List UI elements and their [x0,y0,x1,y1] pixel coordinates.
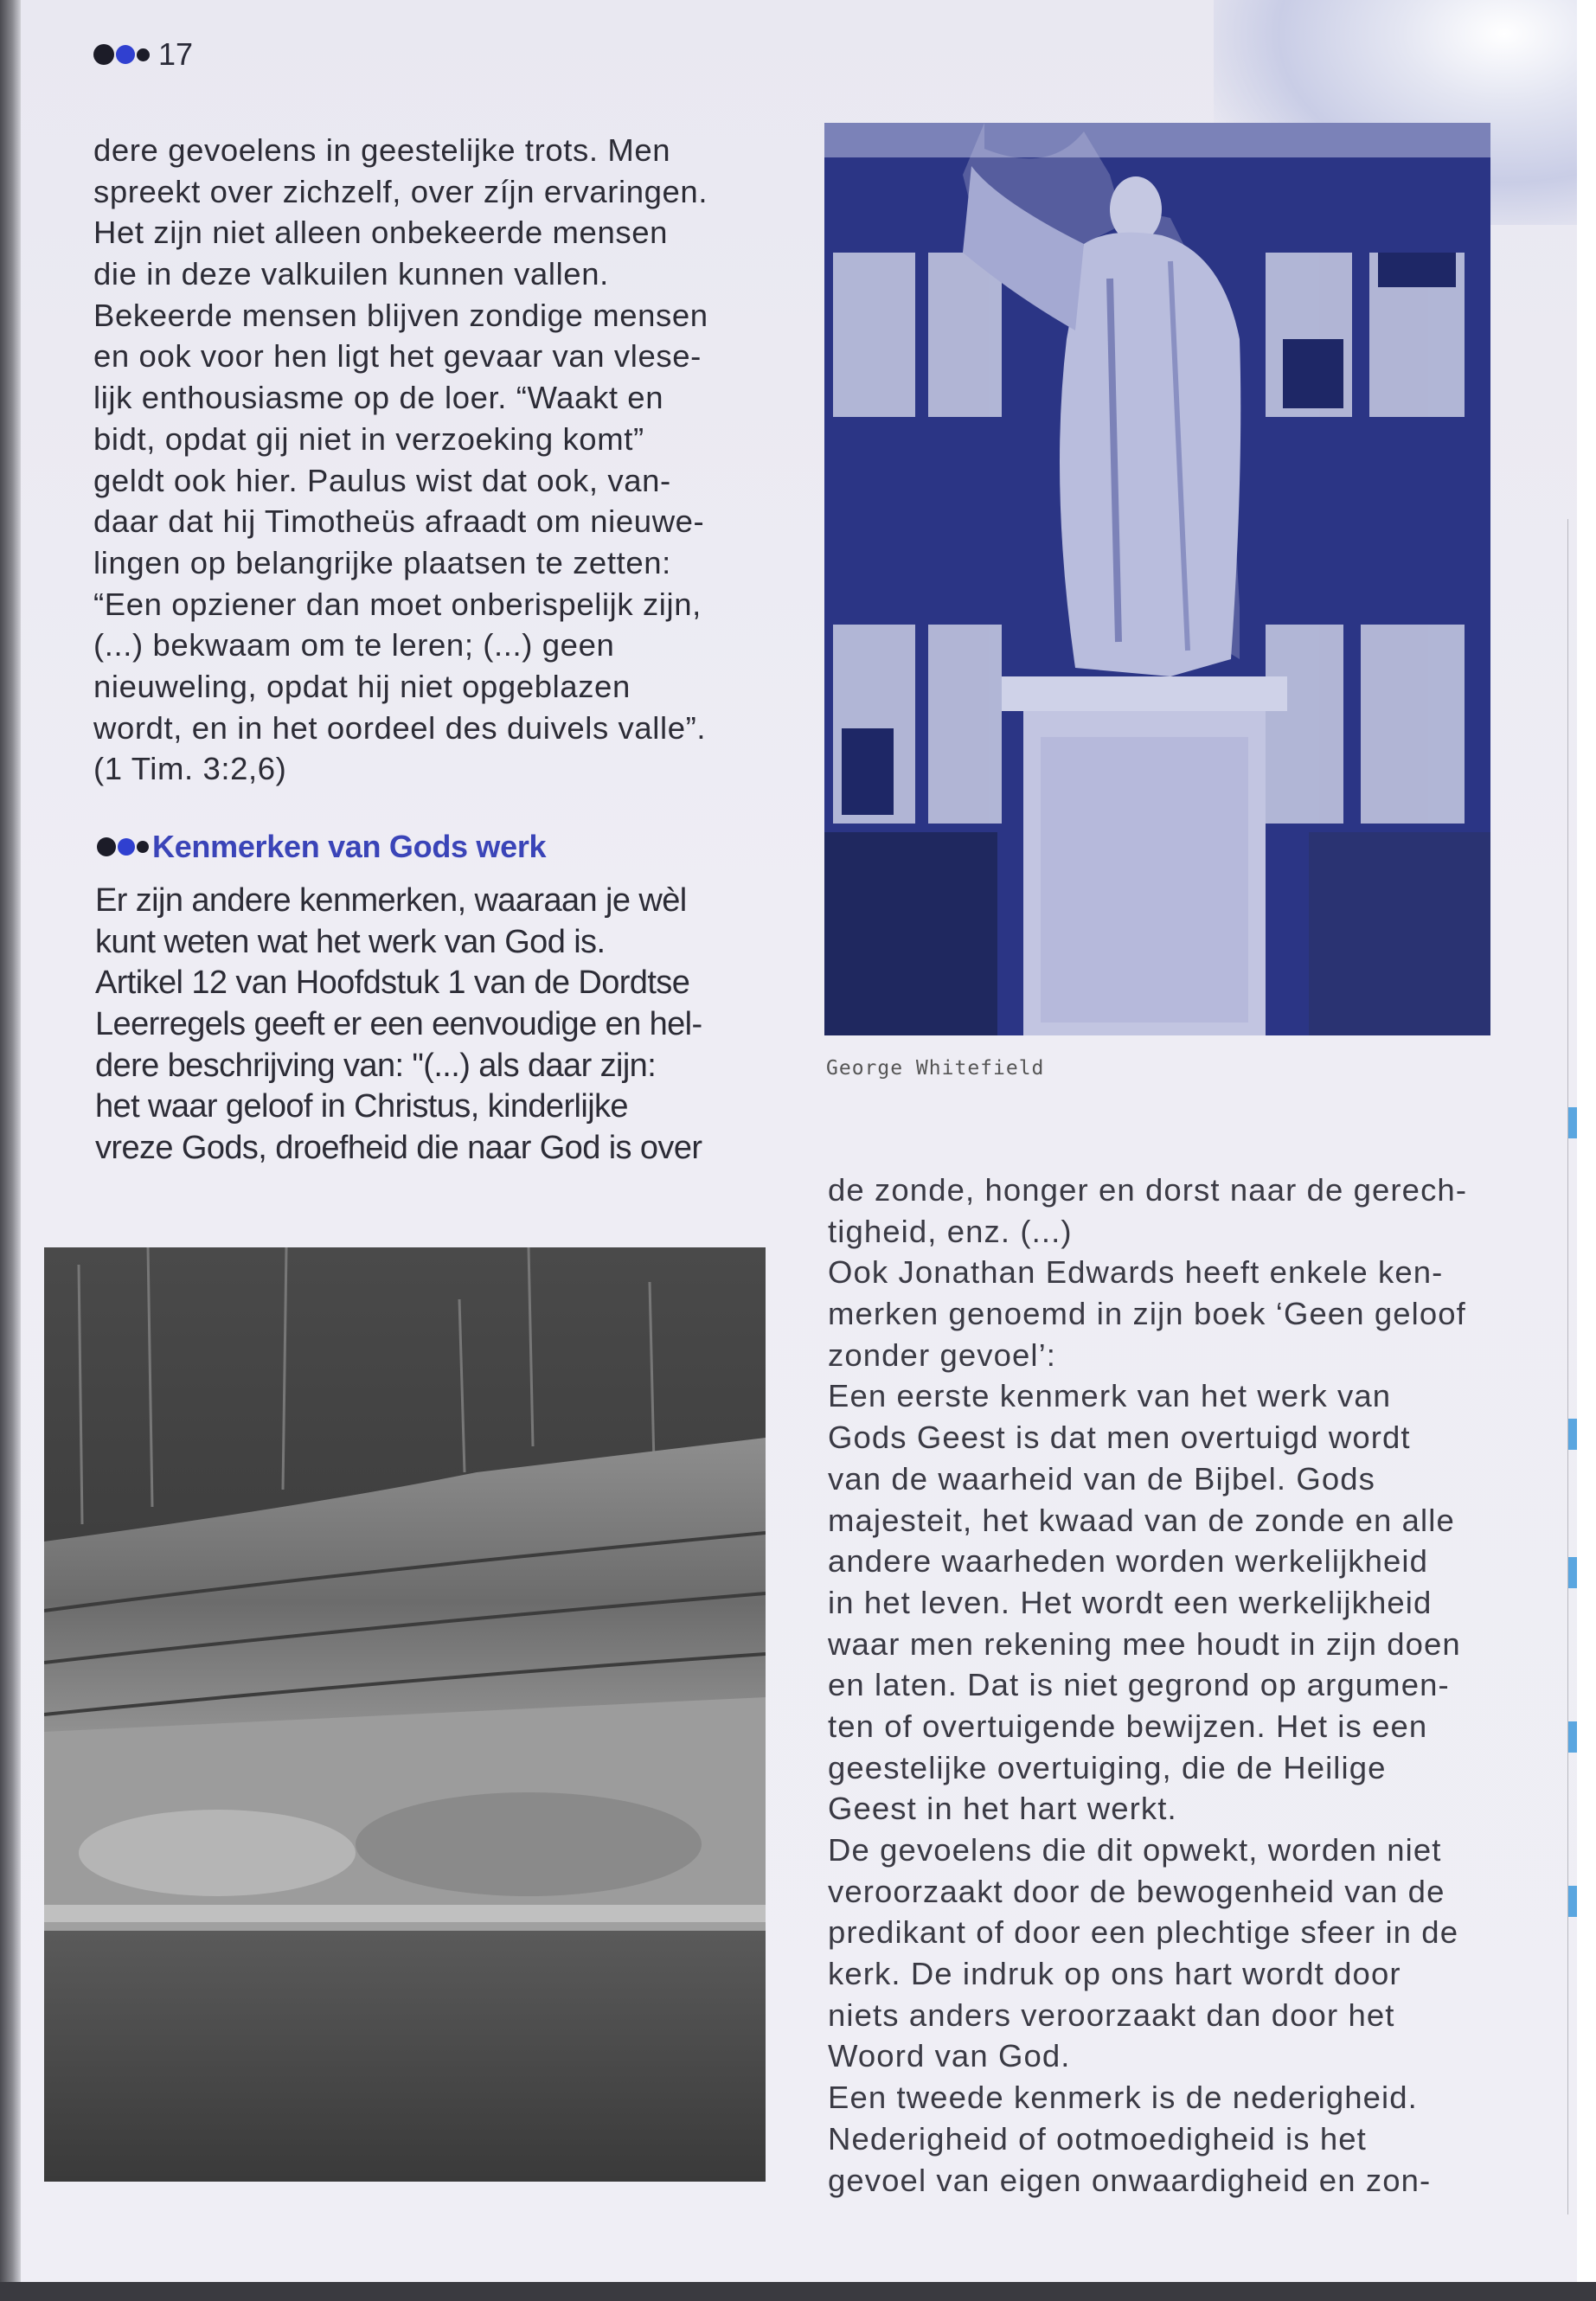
text-line: kunt weten wat het werk van God is. [95,923,606,960]
george-whitefield-statue-photo [824,123,1490,1035]
text-line: de zonde, honger en dorst naar de gerech- [828,1172,1468,1208]
text-line: dere gevoelens in geestelijke trots. Men [93,132,671,168]
text-line: en ook voor hen ligt het gevaar van vlese- [93,338,702,375]
next-page-tab-mark [1568,1107,1577,1138]
text-line: lijk enthousiasme op de loer. “Waakt en [93,380,664,416]
bullet-dots-icon [97,837,149,856]
text-line: majesteit, het kwaad van de zonde en alle [828,1502,1455,1538]
next-page-tab-mark [1568,1886,1577,1917]
text-line: Woord van God. [828,2038,1071,2074]
text-line: wordt, en in het oordeel des duivels valle”. [93,709,707,746]
text-line: gevoel van eigen onwaardigheid en zon- [828,2162,1432,2198]
text-line: Het zijn niet alleen onbekeerde mensen [93,215,668,251]
next-page-tab-mark [1568,1419,1577,1450]
text-line: waar men rekening mee houdt in zijn doen [828,1625,1461,1662]
text-line: het waar geloof in Christus, kinderlijke [95,1088,628,1125]
text-line: (1 Tim. 3:2,6) [93,751,287,787]
text-line: in het leven. Het wordt een werkelijkheid [828,1584,1433,1620]
text-line: geestelijke overtuiging, die de Heilige [828,1749,1387,1785]
text-line: vreze Gods, droefheid die naar God is over [95,1130,702,1167]
text-line: bidt, opdat gij niet in verzoeking komt” [93,420,644,457]
text-line: veroorzaakt door de bewogenheid van de [828,1873,1445,1909]
page-number-header [93,36,193,73]
text-line: ten of overtuigende bewijzen. Het is een [828,1708,1428,1744]
text-line: dere beschrijving van: "(...) als daar zijn: [95,1047,657,1084]
text-line: nieuweling, opdat hij niet opgeblazen [93,668,631,704]
text-line: Geest in het hart werkt. [828,1791,1177,1827]
next-page-tab-mark [1568,1721,1577,1753]
text-line: Artikel 12 van Hoofdstuk 1 van de Dordtse [95,965,690,1002]
text-line: zonder gevoel’: [828,1336,1057,1373]
page-number: 17 [158,36,194,72]
text-line: Een tweede kenmerk is de nederigheid. [828,2080,1418,2116]
left-column-section-text [95,881,702,1170]
text-line: daar dat hij Timotheüs afraadt om nieuwe- [93,503,705,540]
text-line: geldt ook hier. Paulus wist dat ook, van- [93,462,671,498]
text-line: Ook Jonathan Edwards heeft enkele ken- [828,1254,1444,1291]
left-column-text [93,130,708,790]
text-line: Er zijn andere kenmerken, waaraan je wèl [95,882,687,919]
text-line: die in deze valkuilen kunnen vallen. [93,256,609,292]
text-line: Nederigheid of ootmoedigheid is het [828,2120,1367,2157]
text-line: lingen op belangrijke plaatsen te zetten: [93,544,671,580]
text-line: niets anders veroorzaakt dan door het [828,1997,1395,2033]
text-line: spreekt over zichzelf, over zíjn ervaringen. [93,173,708,209]
text-line: tigheid, enz. (...) [828,1213,1073,1249]
text-line: Een eerste kenmerk van het werk van [828,1378,1392,1414]
text-line: Leerregels geeft er een eenvoudige en hel- [95,1006,702,1043]
text-line: (...) bekwaam om te leren; (...) geen [93,627,615,663]
bullet-dots-icon [93,44,150,65]
text-line: andere waarheden worden werkelijkheid [828,1543,1429,1580]
text-line: merken genoemd in zijn boek ‘Geen geloof [828,1296,1466,1332]
text-line: Gods Geest is dat men overtuigd wordt [828,1420,1411,1456]
text-line: predikant of door een plechtige sfeer in de [828,1914,1459,1951]
text-line: De gevoelens die dit opwekt, worden niet [828,1832,1442,1868]
book-spine-shadow [0,0,21,2301]
text-line: van de waarheid van de Bijbel. Gods [828,1460,1376,1497]
river-rocks-photo [44,1247,766,2182]
text-line: en laten. Dat is niet gegrond op argumen- [828,1667,1450,1703]
section-heading-text: Kenmerken van Gods werk [152,829,547,864]
next-page-edge [1567,519,1578,2214]
right-column-text [828,1170,1467,2201]
text-line: Bekeerde mensen blijven zondige mensen [93,297,708,333]
photo-caption: George Whitefield [826,1057,1045,1080]
page-bottom-shadow [0,2282,1596,2301]
next-page-tab-mark [1568,1557,1577,1588]
text-line: “Een opziener dan moet onberispelijk zijn, [93,586,702,622]
section-heading [97,829,546,865]
text-line: kerk. De indruk op ons hart wordt door [828,1956,1401,1992]
